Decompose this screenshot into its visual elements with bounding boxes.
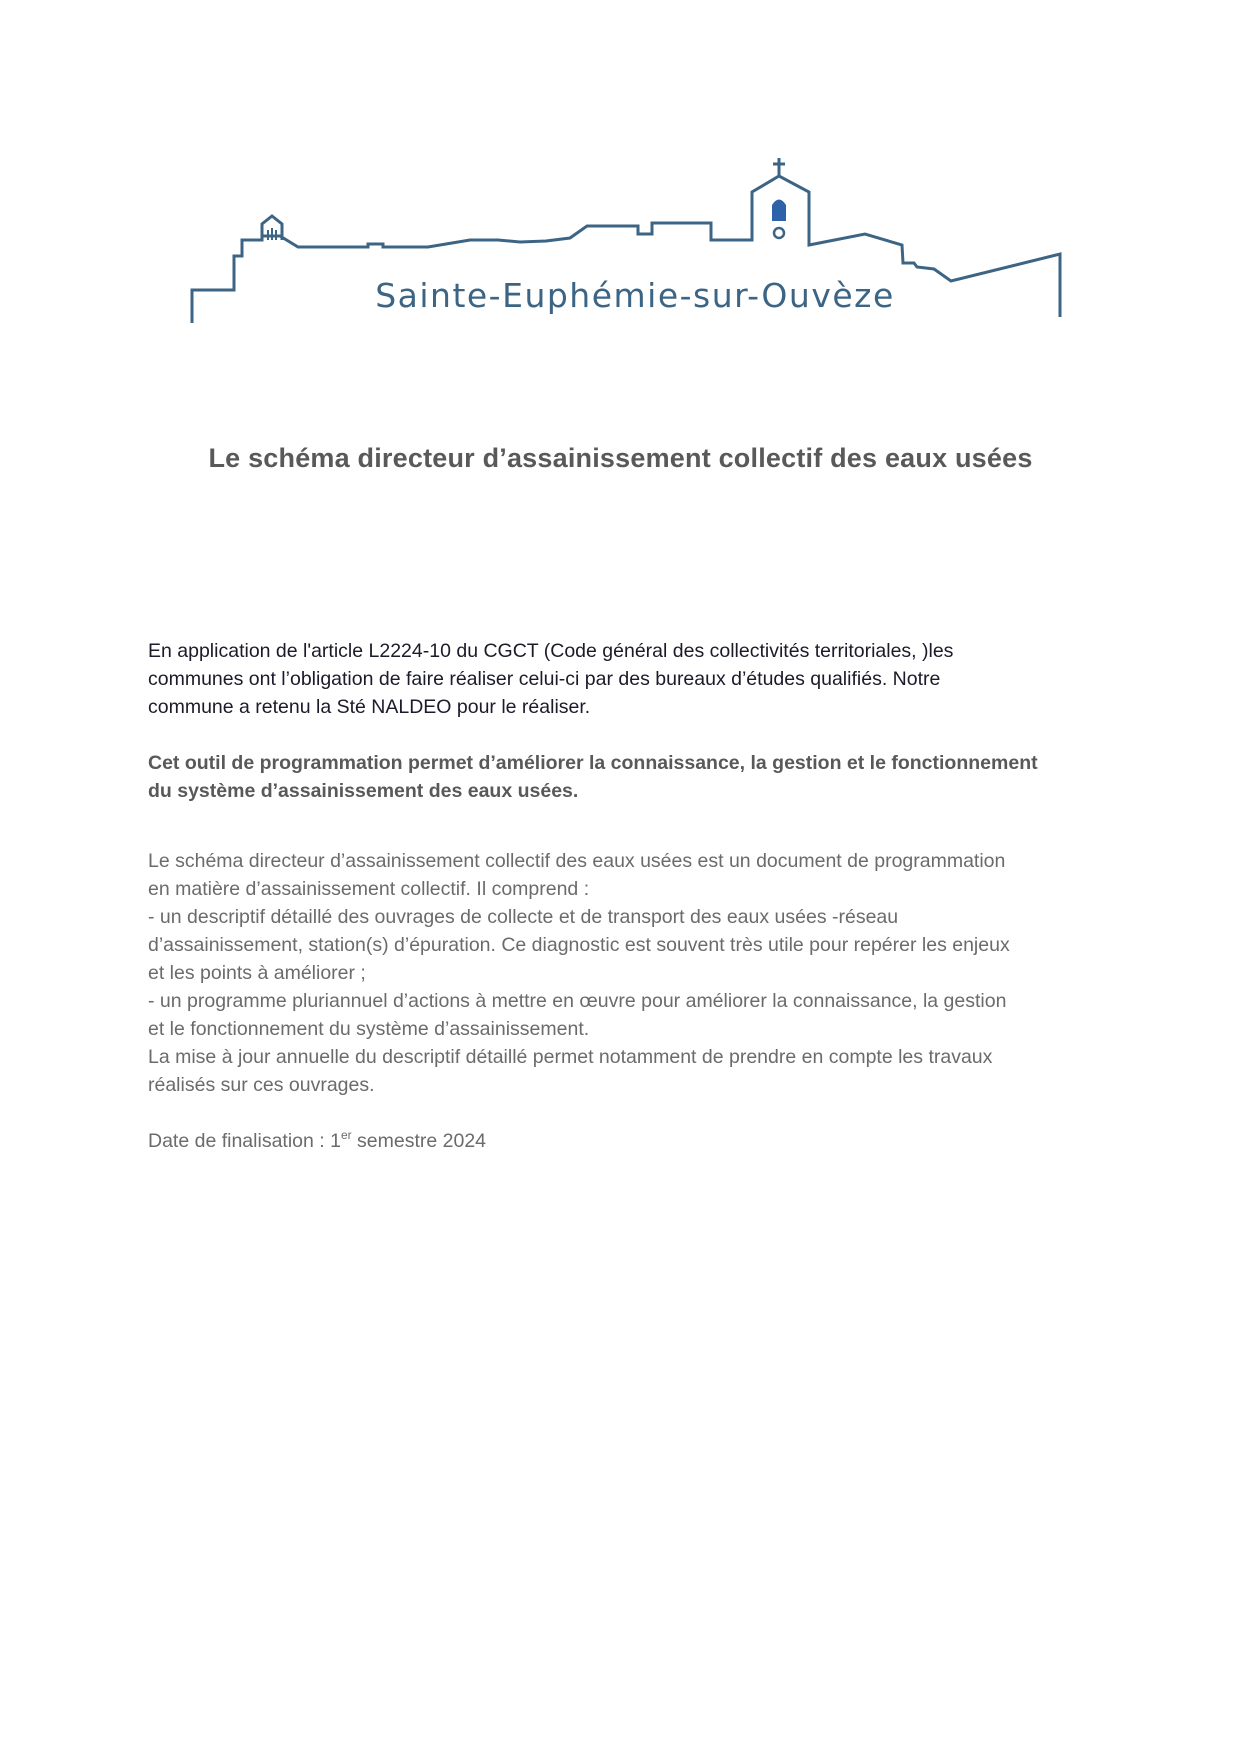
description-line: - un descriptif détaillé des ouvrages de collecte et de transport des eaux usées -réseau: [148, 906, 899, 928]
lead-paragraph: [148, 749, 1093, 805]
page-title: Le schéma directeur d’assainissement collectif des eaux usées: [208, 443, 1033, 473]
intro-line: communes ont l’obligation de faire réaliser celui-ci par des bureaux d’études qualifiés. Notre: [148, 668, 941, 690]
intro-paragraph: [148, 637, 1093, 721]
intro-line: commune a retenu la Sté NALDEO pour le réaliser.: [148, 696, 591, 718]
finalisation-date: [148, 1127, 1093, 1155]
description-line: et les points à améliorer ;: [148, 962, 366, 984]
logo-text: Sainte-Euphémie-sur-Ouvèze: [375, 276, 895, 315]
description-line: réalisés sur ces ouvrages.: [148, 1074, 375, 1096]
bell-window-icon: [772, 200, 786, 222]
description-line: et le fonctionnement du système d’assainissement.: [148, 1018, 590, 1040]
intro-line: En application de l'article L2224-10 du CGCT (Code général des collectivités territoriales, )les: [148, 640, 954, 662]
description-line: en matière d’assainissement collectif. Il comprend :: [148, 878, 590, 900]
description-line: d’assainissement, station(s) d’épuration. Ce diagnostic est souvent très utile pour repérer les enjeux: [148, 934, 1010, 956]
date-rest: semestre 2024: [351, 1130, 487, 1152]
date-label: Date de finalisation : 1: [148, 1130, 341, 1152]
document-body: [148, 637, 1093, 1155]
description-paragraph: [148, 847, 1093, 1099]
description-line: - un programme pluriannuel d’actions à mettre en œuvre pour améliorer la connaissance, la gestion: [148, 990, 1007, 1012]
lead-line: du système d’assainissement des eaux usées.: [148, 780, 579, 802]
lead-line: Cet outil de programmation permet d’améliorer la connaissance, la gestion et le fonctionnement: [148, 752, 1038, 774]
description-line: Le schéma directeur d’assainissement collectif des eaux usées est un document de programmation: [148, 850, 1006, 872]
date-superscript: er: [340, 1128, 352, 1142]
description-line: La mise à jour annuelle du descriptif détaillé permet notamment de prendre en compte les travaux: [148, 1046, 993, 1068]
village-logo: [190, 150, 1080, 330]
